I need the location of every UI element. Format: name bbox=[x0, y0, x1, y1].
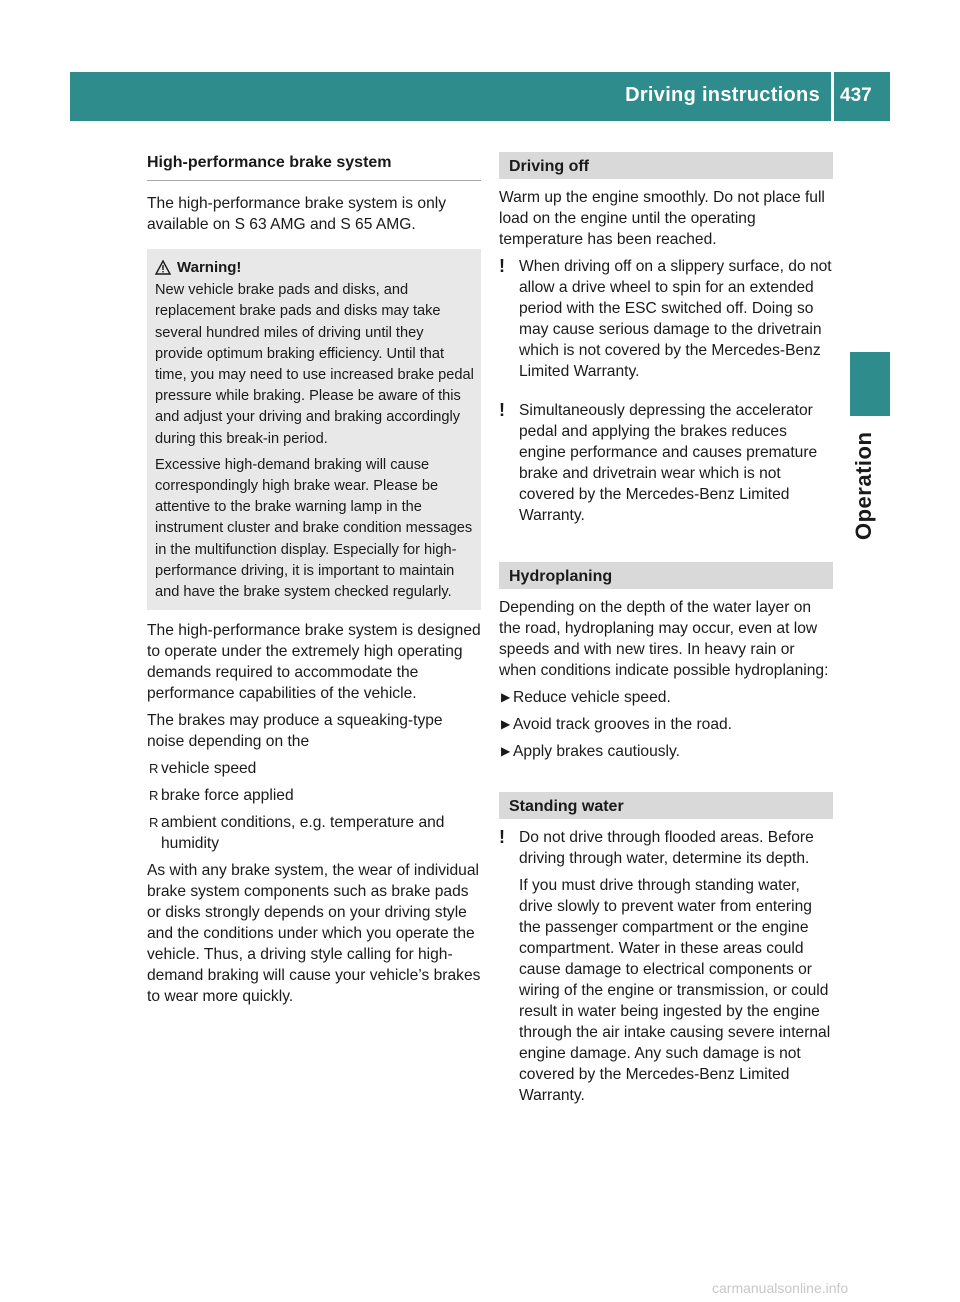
note-text: If you must drive through standing water, drive slowly to prevent water from entering the passenger compartment or the engine compartment. Water in these areas could cause damage to electrical components or wiring of the engine or transmission, or could result in water being ingested by the engine through the air intake causing severe internal engine damage. Any such damage is not covered by the Mercedes-Benz Limited Warranty. bbox=[519, 877, 831, 1104]
paragraph-hydroplaning: Depending on the depth of the water layer on the road, hydroplaning may occur, even at low speeds and with new tires. In heavy rain or when conditions indicate possible hydroplaning: bbox=[499, 599, 829, 679]
step-text: Avoid track grooves in the road. bbox=[513, 716, 733, 733]
list-item bbox=[147, 758, 481, 779]
step-item bbox=[499, 741, 833, 762]
step-text: Apply brakes cautiously. bbox=[513, 743, 680, 760]
bullet-icon: R bbox=[149, 761, 159, 777]
heading-hydroplaning: Hydroplaning bbox=[499, 562, 833, 589]
warning-heading bbox=[149, 257, 475, 278]
section-title: Driving instructions bbox=[625, 84, 820, 106]
step-item bbox=[499, 714, 833, 735]
list-item bbox=[147, 785, 481, 806]
list-item-text: brake force applied bbox=[161, 787, 294, 805]
note-item bbox=[499, 827, 833, 1112]
left-column bbox=[147, 152, 481, 1013]
bullet-icon: R bbox=[149, 815, 159, 831]
note-text: Do not drive through flooded areas. Before driving through water, determine its depth. bbox=[519, 829, 814, 867]
warning-paragraph: New vehicle brake pads and disks, and replacement brake pads and disks may take several hundred miles of driving until they provide optimum braking efficiency. Until that time, you may need to use increased brake pedal pressure while braking. Please be aware of this and adjust your driving and braking accordingly during this break-in period. bbox=[155, 282, 474, 447]
note-item bbox=[499, 400, 833, 532]
exclamation-icon: ! bbox=[499, 827, 505, 847]
list-item-text: ambient conditions, e.g. temperature and humidity bbox=[161, 814, 445, 853]
paragraph-noise: The brakes may produce a squeaking-type noise depending on the bbox=[147, 712, 443, 751]
paragraph-design: The high-performance brake system is designed to operate under the extremely high operating demands required to accommodate the performance capabilities of the vehicle. bbox=[147, 622, 481, 703]
list-item-text: vehicle speed bbox=[161, 760, 257, 778]
step-text: Reduce vehicle speed. bbox=[513, 689, 671, 706]
arrow-right-icon: ▶ bbox=[501, 690, 511, 704]
exclamation-icon: ! bbox=[499, 400, 505, 420]
heading-brake-system: High-performance brake system bbox=[147, 152, 481, 181]
warning-paragraph: Excessive high-demand braking will cause correspondingly high brake wear. Please be attentive to the brake warning lamp in the instrument cluster and brake condition messages in the multifunction display. Especially for high-performance driving, it is important to maintain and have the brake system checked regularly. bbox=[155, 456, 473, 601]
chapter-tab-marker bbox=[850, 352, 890, 416]
heading-driving-off: Driving off bbox=[499, 152, 833, 179]
arrow-right-icon: ▶ bbox=[501, 744, 511, 758]
heading-standing-water: Standing water bbox=[499, 792, 833, 819]
watermark: carmanualsonline.info bbox=[712, 1280, 849, 1296]
note-text: Simultaneously depressing the accelerator pedal and applying the brakes reduces engine performance and causes premature brake and drivetrain wear which is not covered by the Mercedes-Benz Limited Warranty. bbox=[519, 402, 818, 524]
paragraph-wear: As with any brake system, the wear of individual brake system components such as brake pads or disks strongly depends on your driving style and the conditions under which you operate the vehicle. Thus, a driving style calling for high-demand braking will cause your vehicle’s brakes to wear more quickly. bbox=[147, 862, 481, 1006]
paragraph-driving-off: Warm up the engine smoothly. Do not place full load on the engine until the operating temperature has been reached. bbox=[499, 189, 825, 248]
note-text: When driving off on a slippery surface, do not allow a drive wheel to spin for an extended period with the ESC switched off. Doing so may cause serious damage to the drivetrain which is not covered by the Mercedes-Benz Limited Warranty. bbox=[519, 258, 832, 380]
step-item bbox=[499, 687, 833, 708]
warning-triangle-icon bbox=[155, 260, 171, 275]
paragraph-intro: The high-performance brake system is only available on S 63 AMG and S 65 AMG. bbox=[147, 195, 447, 233]
exclamation-icon: ! bbox=[499, 256, 505, 276]
bullet-icon: R bbox=[149, 788, 159, 804]
note-item bbox=[499, 256, 833, 388]
right-column bbox=[499, 152, 833, 1124]
header-separator bbox=[831, 72, 834, 121]
chapter-tab-label: Operation bbox=[851, 431, 876, 540]
page-number: 437 bbox=[840, 85, 872, 106]
arrow-right-icon: ▶ bbox=[501, 717, 511, 731]
warning-heading-text: Warning! bbox=[177, 259, 242, 276]
list-item bbox=[147, 812, 481, 854]
warning-box bbox=[147, 249, 481, 610]
